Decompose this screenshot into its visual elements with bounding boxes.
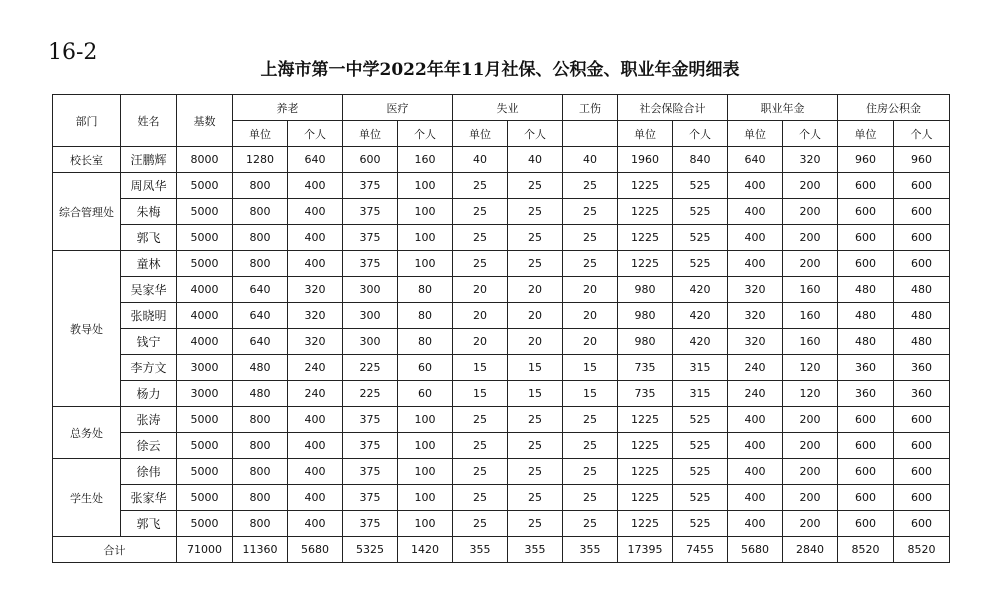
amount-cell: 20 <box>453 303 508 329</box>
amount-cell: 60 <box>398 381 453 407</box>
table-row <box>53 433 950 459</box>
amount-cell: 1225 <box>618 407 673 433</box>
amount-cell: 800 <box>233 199 288 225</box>
amount-cell: 480 <box>894 303 950 329</box>
total-row <box>53 537 950 563</box>
header-unit: 单位 <box>233 121 288 147</box>
amount-cell: 40 <box>453 147 508 173</box>
amount-cell: 15 <box>453 355 508 381</box>
amount-cell: 200 <box>783 511 838 537</box>
table-row <box>53 225 950 251</box>
amount-cell: 25 <box>563 511 618 537</box>
table-row <box>53 173 950 199</box>
amount-cell: 15 <box>563 381 618 407</box>
amount-cell: 100 <box>398 433 453 459</box>
amount-cell: 800 <box>233 407 288 433</box>
amount-cell: 25 <box>453 407 508 433</box>
amount-cell: 1280 <box>233 147 288 173</box>
amount-cell: 1225 <box>618 173 673 199</box>
amount-cell: 800 <box>233 225 288 251</box>
amount-cell: 375 <box>343 225 398 251</box>
employee-name: 李方文 <box>121 355 177 381</box>
amount-cell: 400 <box>288 459 343 485</box>
amount-cell: 980 <box>618 303 673 329</box>
total-value: 8520 <box>894 537 950 563</box>
amount-cell: 100 <box>398 199 453 225</box>
amount-cell: 20 <box>563 303 618 329</box>
amount-cell: 240 <box>288 355 343 381</box>
amount-cell: 400 <box>728 459 783 485</box>
base-amount: 5000 <box>177 225 233 251</box>
amount-cell: 320 <box>728 303 783 329</box>
amount-cell: 800 <box>233 459 288 485</box>
amount-cell: 40 <box>508 147 563 173</box>
amount-cell: 800 <box>233 251 288 277</box>
amount-cell: 840 <box>673 147 728 173</box>
amount-cell: 375 <box>343 485 398 511</box>
amount-cell: 160 <box>398 147 453 173</box>
amount-cell: 600 <box>838 433 894 459</box>
amount-cell: 600 <box>894 511 950 537</box>
amount-cell: 400 <box>728 251 783 277</box>
amount-cell: 525 <box>673 511 728 537</box>
amount-cell: 1225 <box>618 511 673 537</box>
amount-cell: 300 <box>343 329 398 355</box>
amount-cell: 20 <box>563 329 618 355</box>
department-cell: 总务处 <box>53 407 121 459</box>
amount-cell: 320 <box>288 303 343 329</box>
total-value: 1420 <box>398 537 453 563</box>
base-amount: 5000 <box>177 251 233 277</box>
amount-cell: 25 <box>508 225 563 251</box>
amount-cell: 400 <box>288 251 343 277</box>
amount-cell: 100 <box>398 511 453 537</box>
employee-name: 汪鹏辉 <box>121 147 177 173</box>
amount-cell: 25 <box>563 485 618 511</box>
amount-cell: 25 <box>508 459 563 485</box>
total-value: 17395 <box>618 537 673 563</box>
header-unit: 单位 <box>453 121 508 147</box>
header-personal: 个人 <box>894 121 950 147</box>
amount-cell: 400 <box>728 225 783 251</box>
amount-cell: 980 <box>618 277 673 303</box>
amount-cell: 480 <box>233 355 288 381</box>
total-value: 2840 <box>783 537 838 563</box>
amount-cell: 600 <box>894 173 950 199</box>
employee-name: 郭飞 <box>121 511 177 537</box>
amount-cell: 25 <box>563 407 618 433</box>
amount-cell: 480 <box>894 329 950 355</box>
amount-cell: 640 <box>233 277 288 303</box>
amount-cell: 100 <box>398 459 453 485</box>
table-row <box>53 329 950 355</box>
amount-cell: 15 <box>508 381 563 407</box>
amount-cell: 80 <box>398 329 453 355</box>
amount-cell: 480 <box>233 381 288 407</box>
amount-cell: 640 <box>233 329 288 355</box>
amount-cell: 25 <box>563 225 618 251</box>
amount-cell: 960 <box>894 147 950 173</box>
amount-cell: 400 <box>288 225 343 251</box>
amount-cell: 160 <box>783 329 838 355</box>
total-value: 8520 <box>838 537 894 563</box>
base-amount: 5000 <box>177 173 233 199</box>
amount-cell: 25 <box>508 485 563 511</box>
amount-cell: 25 <box>508 511 563 537</box>
amount-cell: 800 <box>233 433 288 459</box>
base-amount: 5000 <box>177 485 233 511</box>
amount-cell: 100 <box>398 173 453 199</box>
amount-cell: 375 <box>343 511 398 537</box>
amount-cell: 200 <box>783 459 838 485</box>
amount-cell: 375 <box>343 433 398 459</box>
amount-cell: 640 <box>728 147 783 173</box>
amount-cell: 800 <box>233 485 288 511</box>
amount-cell: 25 <box>453 173 508 199</box>
employee-name: 吴家华 <box>121 277 177 303</box>
amount-cell: 25 <box>508 251 563 277</box>
amount-cell: 120 <box>783 355 838 381</box>
amount-cell: 400 <box>288 199 343 225</box>
amount-cell: 100 <box>398 407 453 433</box>
total-value: 5680 <box>728 537 783 563</box>
amount-cell: 200 <box>783 225 838 251</box>
amount-cell: 960 <box>838 147 894 173</box>
amount-cell: 200 <box>783 251 838 277</box>
table-row <box>53 407 950 433</box>
header-base: 基数 <box>177 95 233 147</box>
amount-cell: 400 <box>288 173 343 199</box>
amount-cell: 25 <box>563 199 618 225</box>
amount-cell: 400 <box>728 173 783 199</box>
amount-cell: 80 <box>398 303 453 329</box>
employee-name: 徐伟 <box>121 459 177 485</box>
amount-cell: 320 <box>728 329 783 355</box>
amount-cell: 1225 <box>618 251 673 277</box>
amount-cell: 375 <box>343 251 398 277</box>
base-amount: 5000 <box>177 511 233 537</box>
employee-name: 钱宁 <box>121 329 177 355</box>
table-row <box>53 459 950 485</box>
amount-cell: 400 <box>728 433 783 459</box>
amount-cell: 25 <box>453 485 508 511</box>
amount-cell: 240 <box>728 355 783 381</box>
amount-cell: 320 <box>288 329 343 355</box>
amount-cell: 20 <box>508 329 563 355</box>
amount-cell: 15 <box>563 355 618 381</box>
amount-cell: 25 <box>563 459 618 485</box>
amount-cell: 735 <box>618 381 673 407</box>
amount-cell: 600 <box>894 225 950 251</box>
amount-cell: 400 <box>288 511 343 537</box>
amount-cell: 600 <box>894 433 950 459</box>
base-amount: 5000 <box>177 199 233 225</box>
amount-cell: 735 <box>618 355 673 381</box>
amount-cell: 600 <box>894 251 950 277</box>
amount-cell: 315 <box>673 381 728 407</box>
amount-cell: 375 <box>343 199 398 225</box>
total-value: 355 <box>508 537 563 563</box>
amount-cell: 640 <box>233 303 288 329</box>
amount-cell: 315 <box>673 355 728 381</box>
amount-cell: 600 <box>838 199 894 225</box>
amount-cell: 200 <box>783 485 838 511</box>
amount-cell: 15 <box>453 381 508 407</box>
amount-cell: 600 <box>838 459 894 485</box>
amount-cell: 80 <box>398 277 453 303</box>
amount-cell: 120 <box>783 381 838 407</box>
base-amount: 4000 <box>177 329 233 355</box>
amount-cell: 600 <box>838 173 894 199</box>
amount-cell: 480 <box>894 277 950 303</box>
amount-cell: 100 <box>398 251 453 277</box>
amount-cell: 800 <box>233 173 288 199</box>
amount-cell: 360 <box>894 355 950 381</box>
amount-cell: 600 <box>838 225 894 251</box>
header-name: 姓名 <box>121 95 177 147</box>
amount-cell: 25 <box>453 433 508 459</box>
amount-cell: 480 <box>838 329 894 355</box>
amount-cell: 25 <box>508 433 563 459</box>
department-cell: 学生处 <box>53 459 121 537</box>
employee-name: 杨力 <box>121 381 177 407</box>
total-label: 合计 <box>53 537 177 563</box>
amount-cell: 225 <box>343 355 398 381</box>
amount-cell: 400 <box>728 199 783 225</box>
amount-cell: 375 <box>343 407 398 433</box>
total-value: 355 <box>563 537 618 563</box>
amount-cell: 320 <box>728 277 783 303</box>
header-personal: 个人 <box>508 121 563 147</box>
amount-cell: 300 <box>343 303 398 329</box>
amount-cell: 980 <box>618 329 673 355</box>
amount-cell: 400 <box>728 407 783 433</box>
amount-cell: 525 <box>673 225 728 251</box>
amount-cell: 20 <box>508 277 563 303</box>
header-unit: 单位 <box>838 121 894 147</box>
header-dept: 部门 <box>53 95 121 147</box>
table-body <box>53 147 950 537</box>
header-personal: 个人 <box>673 121 728 147</box>
amount-cell: 375 <box>343 173 398 199</box>
amount-cell: 25 <box>508 407 563 433</box>
amount-cell: 600 <box>838 251 894 277</box>
amount-cell: 525 <box>673 251 728 277</box>
header-housing-fund: 住房公积金 <box>838 95 950 121</box>
employee-name: 童林 <box>121 251 177 277</box>
amount-cell: 1225 <box>618 459 673 485</box>
header-unit: 单位 <box>728 121 783 147</box>
amount-cell: 240 <box>728 381 783 407</box>
amount-cell: 200 <box>783 433 838 459</box>
employee-name: 张家华 <box>121 485 177 511</box>
amount-cell: 400 <box>728 485 783 511</box>
amount-cell: 25 <box>508 199 563 225</box>
amount-cell: 100 <box>398 485 453 511</box>
total-value: 355 <box>453 537 508 563</box>
total-value: 11360 <box>233 537 288 563</box>
header-personal: 个人 <box>398 121 453 147</box>
amount-cell: 420 <box>673 277 728 303</box>
amount-cell: 25 <box>453 225 508 251</box>
employee-name: 朱梅 <box>121 199 177 225</box>
table-row <box>53 303 950 329</box>
base-amount: 5000 <box>177 407 233 433</box>
base-amount: 3000 <box>177 381 233 407</box>
base-amount: 4000 <box>177 277 233 303</box>
amount-cell: 600 <box>838 485 894 511</box>
amount-cell: 25 <box>563 433 618 459</box>
table-row <box>53 511 950 537</box>
amount-cell: 25 <box>508 173 563 199</box>
amount-cell: 400 <box>288 407 343 433</box>
department-cell: 校长室 <box>53 147 121 173</box>
amount-cell: 25 <box>563 251 618 277</box>
amount-cell: 600 <box>343 147 398 173</box>
amount-cell: 225 <box>343 381 398 407</box>
employee-name: 徐云 <box>121 433 177 459</box>
amount-cell: 600 <box>838 511 894 537</box>
header-unit: 单位 <box>618 121 673 147</box>
amount-cell: 200 <box>783 173 838 199</box>
amount-cell: 20 <box>563 277 618 303</box>
department-cell: 教导处 <box>53 251 121 407</box>
amount-cell: 200 <box>783 199 838 225</box>
amount-cell: 320 <box>288 277 343 303</box>
total-value: 7455 <box>673 537 728 563</box>
amount-cell: 240 <box>288 381 343 407</box>
amount-cell: 25 <box>453 199 508 225</box>
amount-cell: 400 <box>288 433 343 459</box>
table-row <box>53 355 950 381</box>
employee-name: 郭飞 <box>121 225 177 251</box>
base-amount: 4000 <box>177 303 233 329</box>
amount-cell: 360 <box>894 381 950 407</box>
amount-cell: 360 <box>838 355 894 381</box>
base-amount: 3000 <box>177 355 233 381</box>
amount-cell: 600 <box>838 407 894 433</box>
amount-cell: 375 <box>343 459 398 485</box>
amount-cell: 25 <box>563 173 618 199</box>
amount-cell: 480 <box>838 303 894 329</box>
amount-cell: 160 <box>783 277 838 303</box>
amount-cell: 420 <box>673 329 728 355</box>
amount-cell: 25 <box>453 511 508 537</box>
amount-cell: 600 <box>894 407 950 433</box>
total-value: 5325 <box>343 537 398 563</box>
base-amount: 5000 <box>177 459 233 485</box>
amount-cell: 400 <box>728 511 783 537</box>
amount-cell: 300 <box>343 277 398 303</box>
amount-cell: 100 <box>398 225 453 251</box>
amount-cell: 640 <box>288 147 343 173</box>
amount-cell: 525 <box>673 459 728 485</box>
amount-cell: 525 <box>673 433 728 459</box>
amount-cell: 600 <box>894 459 950 485</box>
amount-cell: 525 <box>673 485 728 511</box>
table-row <box>53 199 950 225</box>
page-number: 16-2 <box>48 40 98 65</box>
header-unit: 单位 <box>343 121 398 147</box>
amount-cell: 525 <box>673 173 728 199</box>
amount-cell: 20 <box>508 303 563 329</box>
amount-cell: 40 <box>563 147 618 173</box>
header-annuity: 职业年金 <box>728 95 838 121</box>
amount-cell: 1225 <box>618 199 673 225</box>
amount-cell: 20 <box>453 329 508 355</box>
header-pension: 养老 <box>233 95 343 121</box>
header-personal: 个人 <box>783 121 838 147</box>
document-title: 上海市第一中学2022年年11月社保、公积金、职业年金明细表 <box>260 60 740 80</box>
amount-cell: 525 <box>673 199 728 225</box>
table-row <box>53 251 950 277</box>
amount-cell: 320 <box>783 147 838 173</box>
employee-name: 张涛 <box>121 407 177 433</box>
total-base: 71000 <box>177 537 233 563</box>
contribution-table <box>52 94 950 563</box>
table-row <box>53 381 950 407</box>
table-row <box>53 485 950 511</box>
amount-cell: 400 <box>288 485 343 511</box>
amount-cell: 1225 <box>618 485 673 511</box>
header-injury-blank <box>563 121 618 147</box>
amount-cell: 420 <box>673 303 728 329</box>
amount-cell: 15 <box>508 355 563 381</box>
amount-cell: 160 <box>783 303 838 329</box>
employee-name: 张晓明 <box>121 303 177 329</box>
amount-cell: 25 <box>453 459 508 485</box>
amount-cell: 25 <box>453 251 508 277</box>
header-injury: 工伤 <box>563 95 618 121</box>
header-social-total: 社会保险合计 <box>618 95 728 121</box>
header-medical: 医疗 <box>343 95 453 121</box>
department-cell: 综合管理处 <box>53 173 121 251</box>
amount-cell: 1960 <box>618 147 673 173</box>
header-unemployment: 失业 <box>453 95 563 121</box>
amount-cell: 360 <box>838 381 894 407</box>
amount-cell: 60 <box>398 355 453 381</box>
amount-cell: 525 <box>673 407 728 433</box>
total-value: 5680 <box>288 537 343 563</box>
amount-cell: 20 <box>453 277 508 303</box>
header-row-groups <box>53 95 950 121</box>
header-personal: 个人 <box>288 121 343 147</box>
amount-cell: 200 <box>783 407 838 433</box>
employee-name: 周凤华 <box>121 173 177 199</box>
amount-cell: 1225 <box>618 433 673 459</box>
amount-cell: 480 <box>838 277 894 303</box>
amount-cell: 800 <box>233 511 288 537</box>
table-row <box>53 147 950 173</box>
amount-cell: 600 <box>894 485 950 511</box>
amount-cell: 600 <box>894 199 950 225</box>
amount-cell: 1225 <box>618 225 673 251</box>
base-amount: 5000 <box>177 433 233 459</box>
base-amount: 8000 <box>177 147 233 173</box>
table-row <box>53 277 950 303</box>
